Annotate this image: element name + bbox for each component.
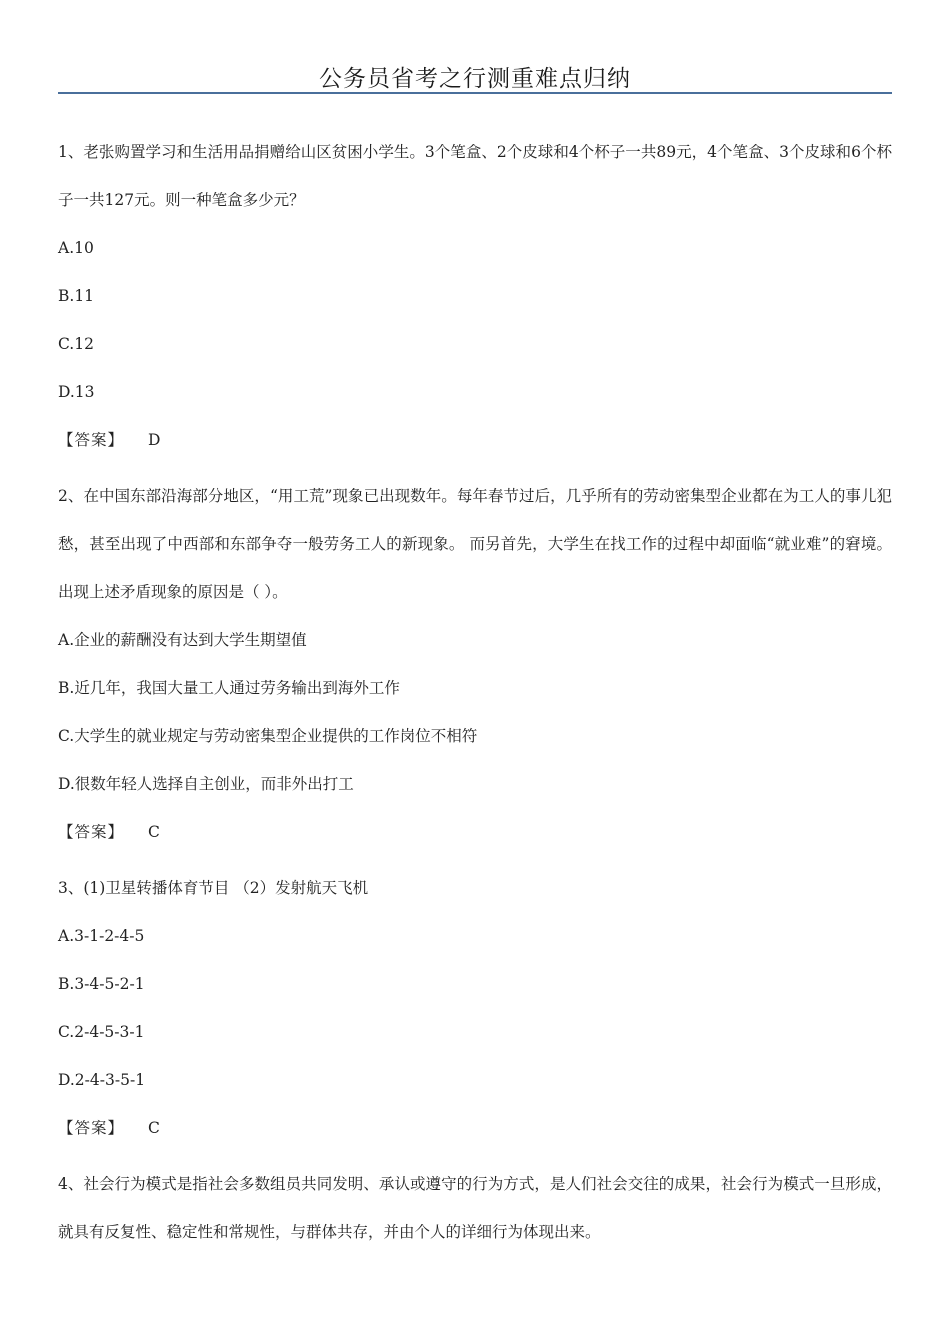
option-b: B.近几年，我国大量工人通过劳务输出到海外工作 <box>58 679 400 697</box>
answer-value: C <box>148 1119 160 1137</box>
document-body <box>58 128 892 1256</box>
answer-value: D <box>148 431 161 449</box>
question-stem: 2、在中国东部沿海部分地区，“用工荒”现象已出现数年。每年春节过后，几乎所有的劳动密集型企业都在为工人的事儿犯愁，甚至出现了中西部和东部争夺一般劳务工人的新现象。 而另首先，大学生在找工作的过程中却面临“就业难”的窘境。出现上述矛盾现象的原因是（ ）。 <box>58 487 892 601</box>
option-c: C.大学生的就业规定与劳动密集型企业提供的工作岗位不相符 <box>58 727 478 745</box>
question-stem: 1、老张购置学习和生活用品捐赠给山区贫困小学生。3个笔盒、2个皮球和4个杯子一共89元，4个笔盒、3个皮球和6个杯子一共127元。则一种笔盒多少元？ <box>58 143 892 209</box>
answer-label: 【答案】 <box>58 823 125 841</box>
page-header <box>58 58 892 94</box>
option-c: C.12 <box>58 335 94 353</box>
answer-label: 【答案】 <box>58 1119 125 1137</box>
option-a: A.企业的薪酬没有达到大学生期望值 <box>58 631 307 649</box>
option-b: B.11 <box>58 287 95 305</box>
question-3 <box>58 864 892 1152</box>
option-d: D.2-4-3-5-1 <box>58 1071 146 1089</box>
answer-label: 【答案】 <box>58 431 125 449</box>
option-a: A.10 <box>58 239 94 257</box>
option-a: A.3-1-2-4-5 <box>58 927 145 945</box>
answer-line <box>58 808 892 856</box>
option-d: D.很数年轻人选择自主创业，而非外出打工 <box>58 775 354 793</box>
answer-value: C <box>148 823 160 841</box>
question-1 <box>58 128 892 464</box>
option-d: D.13 <box>58 383 95 401</box>
question-stem: 4、社会行为模式是指社会多数组员共同发明、承认或遵守的行为方式，是人们社会交往的成果，社会行为模式一旦形成，就具有反复性、稳定性和常规性，与群体共存，并由个人的详细行为体现出来。 <box>58 1175 892 1241</box>
answer-line <box>58 1104 892 1152</box>
option-b: B.3-4-5-2-1 <box>58 975 145 993</box>
question-4 <box>58 1160 892 1256</box>
question-stem: 3、(1)卫星转播体育节目 （2）发射航天飞机 <box>58 879 369 897</box>
option-c: C.2-4-5-3-1 <box>58 1023 145 1041</box>
answer-line <box>58 416 892 464</box>
question-2 <box>58 472 892 856</box>
page-title: 公务员省考之行测重难点归纳 <box>319 66 631 92</box>
